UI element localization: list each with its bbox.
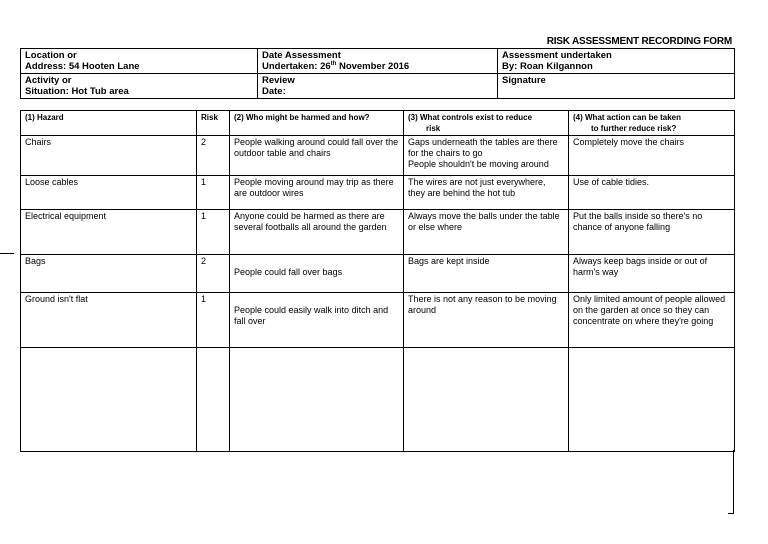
who-cell: Anyone could be harmed as there are several footballs all around the garden xyxy=(230,210,404,255)
table-row-empty xyxy=(21,348,735,452)
controls-cell: There is not any reason to be moving around xyxy=(404,293,569,348)
action-cell: Only limited amount of people allowed on the garden at once so they can concentrate on where they're going xyxy=(569,293,735,348)
table-row xyxy=(21,210,735,255)
action-cell: Use of cable tidies. xyxy=(569,176,735,210)
table-row xyxy=(21,176,735,210)
who-text: People could fall over bags xyxy=(234,267,343,277)
review-cell xyxy=(258,74,498,99)
risk-cell xyxy=(197,348,230,452)
hazard-cell: Chairs xyxy=(21,136,197,176)
activity-cell xyxy=(21,74,258,99)
info-row-activity xyxy=(21,74,735,99)
review-label: Review xyxy=(262,75,295,86)
header-controls-line1: (3) What controls exist to reduce xyxy=(408,113,533,122)
action-cell xyxy=(569,348,735,452)
header-controls-line2: risk xyxy=(426,124,441,133)
table-row xyxy=(21,136,735,176)
hazard-cell: Electrical equipment xyxy=(21,210,197,255)
controls-cell: Bags are kept inside xyxy=(404,255,569,293)
risk-table xyxy=(20,110,735,452)
risk-cell: 2 xyxy=(197,136,230,176)
who-cell xyxy=(230,293,404,348)
table-row xyxy=(21,255,735,293)
who-cell: People moving around may trip as there are outdoor wires xyxy=(230,176,404,210)
margin-line-right xyxy=(733,450,734,514)
header-action-line1: (4) What action can be taken xyxy=(573,113,682,122)
controls-cell: Always move the balls under the table or else where xyxy=(404,210,569,255)
margin-tick-right xyxy=(728,513,734,514)
location-cell xyxy=(21,49,258,74)
who-cell xyxy=(230,255,404,293)
table-row xyxy=(21,293,735,348)
date-label: Date Assessment xyxy=(262,50,341,61)
header-info-table xyxy=(20,48,735,99)
undertaken-suffix: November 2016 xyxy=(336,61,410,72)
action-cell: Always keep bags inside or out of harm's way xyxy=(569,255,735,293)
controls-text-2: People shouldn't be moving around xyxy=(408,159,549,169)
date-cell xyxy=(258,49,498,74)
risk-cell: 1 xyxy=(197,210,230,255)
hazard-cell xyxy=(21,348,197,452)
assessor-value: By: Roan Kilgannon xyxy=(502,61,593,72)
spacer xyxy=(234,256,399,267)
action-cell: Put the balls inside so there's no chance of anyone falling xyxy=(569,210,735,255)
address-value: Address: 54 Hooten Lane xyxy=(25,61,140,72)
action-cell: Completely move the chairs xyxy=(569,136,735,176)
undertaken-prefix: Undertaken: 26 xyxy=(262,61,331,72)
header-hazard: (1) Hazard xyxy=(21,111,197,136)
review-date: Date: xyxy=(262,86,286,97)
hazard-cell: Loose cables xyxy=(21,176,197,210)
header-who: (2) Who might be harmed and how? xyxy=(230,111,404,136)
form-title: RISK ASSESSMENT RECORDING FORM xyxy=(546,36,732,47)
risk-cell: 2 xyxy=(197,255,230,293)
signature-label: Signature xyxy=(502,75,546,86)
hazard-cell: Ground isn't flat xyxy=(21,293,197,348)
controls-cell xyxy=(404,348,569,452)
who-cell xyxy=(230,348,404,452)
situation-value: Situation: Hot Tub area xyxy=(25,86,129,97)
margin-line-left xyxy=(0,253,14,254)
header-action xyxy=(569,111,735,136)
controls-cell xyxy=(404,136,569,176)
undertaken-sup: th xyxy=(330,60,337,67)
undertaken-value xyxy=(262,61,493,72)
info-row-location xyxy=(21,49,735,74)
signature-cell xyxy=(498,74,735,99)
activity-label: Activity or xyxy=(25,75,72,86)
risk-cell: 1 xyxy=(197,293,230,348)
risk-cell: 1 xyxy=(197,176,230,210)
controls-text: Gaps underneath the tables are there for the chairs to go xyxy=(408,137,558,158)
header-action-line2: to further reduce risk? xyxy=(591,124,677,133)
controls-cell: The wires are not just everywhere, they are behind the hot tub xyxy=(404,176,569,210)
location-label: Location or xyxy=(25,50,77,61)
header-risk: Risk xyxy=(197,111,230,136)
assessor-cell xyxy=(498,49,735,74)
spacer xyxy=(234,294,399,305)
assessment-label: Assessment undertaken xyxy=(502,50,612,61)
who-text: People could easily walk into ditch and fall over xyxy=(234,305,389,326)
risk-table-header xyxy=(21,111,735,136)
who-cell: People walking around could fall over the outdoor table and chairs xyxy=(230,136,404,176)
hazard-cell: Bags xyxy=(21,255,197,293)
header-controls xyxy=(404,111,569,136)
